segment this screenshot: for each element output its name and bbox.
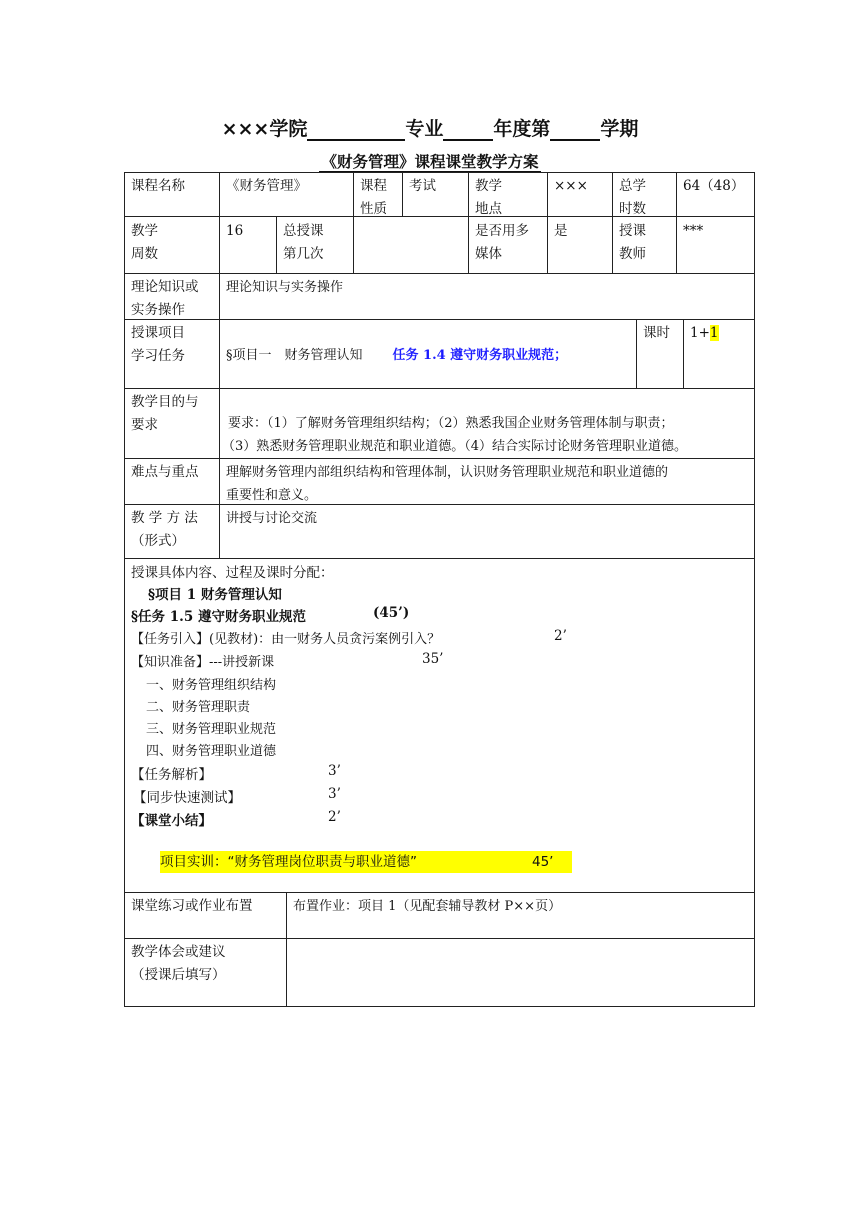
session-label: 总授课 第几次	[276, 216, 354, 274]
weeks-value: 16	[219, 216, 277, 274]
difficulty-value: 理解财务管理内部组织结构和管理体制，认识财务管理职业规范和职业道德的 重要性和意义。	[219, 458, 755, 505]
title-blank-year	[550, 119, 600, 141]
content-item: 一、财务管理组织结构	[146, 678, 277, 693]
content-knowledge-time: 35’	[422, 651, 444, 667]
class-hours-highlight: 1	[709, 325, 719, 341]
objectives-line-1: 要求：（1）了解财务管理组织结构；（2）熟悉我国企业财务管理体制与职责；	[228, 416, 674, 431]
document-title	[0, 114, 860, 141]
theory-practice-value: 理论知识与实务操作	[219, 273, 755, 320]
title-college: ×××学院	[221, 118, 308, 140]
content-task-time: (45’)	[373, 605, 410, 621]
project-task-label: 授课项目 学习任务	[124, 319, 220, 389]
class-hours-label: 课时	[636, 319, 684, 389]
method-label: 教 学 方 法 （形式）	[124, 504, 220, 559]
theory-practice-label: 理论知识或 实务操作	[124, 273, 220, 320]
document-subtitle: 《财务管理》课程课堂教学方案	[321, 153, 539, 171]
content-summary-time: 2’	[328, 809, 341, 825]
session-value	[353, 216, 469, 274]
class-hours-value: 1+1	[683, 319, 755, 389]
teacher-value: ***	[676, 216, 755, 274]
content-summary: 【课堂小结】	[131, 813, 212, 829]
title-blank-college	[307, 119, 405, 141]
practice-label: 项目实训：“财务管理岗位职责与职业道德”	[160, 854, 417, 870]
content-intro: 授课具体内容、过程及课时分配：	[131, 565, 334, 581]
content-task: §任务 1.5 遵守财务职业规范	[131, 609, 306, 625]
content-knowledge: 【知识准备】---讲授新课	[131, 655, 275, 670]
homework-value: 布置作业：项目 1（见配套辅导教材 P××页）	[286, 892, 755, 939]
objectives-value	[219, 388, 755, 459]
title-major: 专业	[405, 118, 444, 140]
content-item: 三、财务管理职业规范	[146, 722, 277, 737]
reflection-value	[286, 938, 755, 1007]
location-label: 教学 地点	[468, 172, 548, 217]
content-item: 二、财务管理职责	[146, 700, 251, 715]
title-blank-major	[443, 119, 493, 141]
content-lead-in: 【任务引入】(见教材)：由一财务人员贪污案例引入？	[131, 632, 441, 647]
content-analysis: 【任务解析】	[131, 767, 212, 783]
course-nature-label: 课程 性质	[353, 172, 403, 217]
multimedia-label: 是否用多 媒体	[468, 216, 548, 274]
reflection-label: 教学体会或建议 （授课后填写）	[124, 938, 287, 1007]
teacher-label: 授课 教师	[612, 216, 677, 274]
project-task-value	[219, 319, 637, 389]
homework-label: 课堂练习或作业布置	[124, 892, 287, 939]
total-hours-label: 总学 时数	[612, 172, 677, 217]
content-analysis-time: 3’	[328, 763, 341, 779]
title-term: 学期	[600, 118, 639, 140]
method-value: 讲授与讨论交流	[219, 504, 755, 559]
difficulty-label: 难点与重点	[124, 458, 220, 505]
title-year: 年度第	[493, 118, 551, 140]
course-name-label: 课程名称	[124, 172, 220, 217]
multimedia-value: 是	[547, 216, 613, 274]
total-hours-value: 64（48）	[676, 172, 755, 217]
course-name-value: 《财务管理》	[219, 172, 354, 217]
objectives-label: 教学目的与 要求	[124, 388, 220, 459]
project-name: §项目一 财务管理认知	[226, 348, 363, 363]
content-practice	[160, 851, 572, 873]
objectives-line-2: （3）熟悉财务管理职业规范和职业道德。（4）结合实际讨论财务管理职业道德。	[222, 439, 688, 454]
weeks-label: 教学 周数	[124, 216, 220, 274]
content-project: §项目 1 财务管理认知	[148, 587, 282, 603]
task-name: 任务 1.4 遵守财务职业规范；	[392, 348, 568, 363]
content-item: 四、财务管理职业道德	[146, 744, 277, 759]
location-value: ×××	[547, 172, 613, 217]
practice-time: 45’	[532, 854, 554, 870]
content-quiz-time: 3’	[328, 786, 341, 802]
content-lead-in-time: 2’	[554, 628, 567, 644]
course-nature-value: 考试	[402, 172, 469, 217]
content-quiz: 【同步快速测试】	[133, 790, 241, 806]
